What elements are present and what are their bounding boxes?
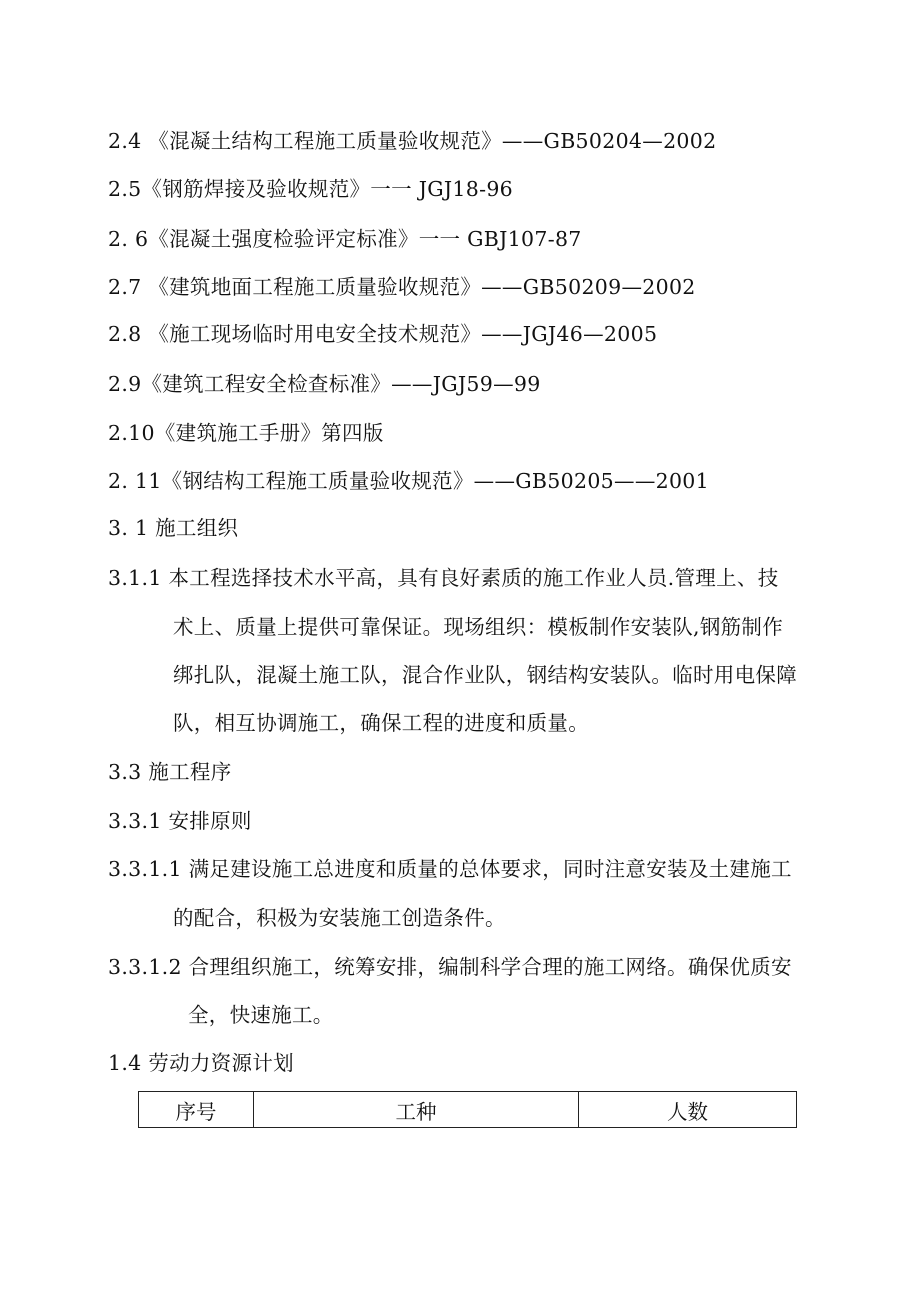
standard-item-2-11: 2. 11《钢结构工程施工质量验收规范》——GB50205——2001 <box>108 469 709 493</box>
paragraph-3-1-1-line-3: 绑扎队，混凝土施工队，混合作业队，钢结构安装队。临时用电保障 <box>173 663 797 687</box>
standard-item-2-6: 2. 6《混凝土强度检验评定标准》一一 GBJ107-87 <box>108 227 582 251</box>
header-headcount: 人数 <box>579 1092 797 1128</box>
paragraph-3-1-1-line-1: 3.1.1 本工程选择技术水平高，具有良好素质的施工作业人员.管理上、技 <box>108 566 779 590</box>
section-heading-3-1: 3. 1 施工组织 <box>108 516 239 540</box>
paragraph-3-1-1-line-4: 队，相互协调施工，确保工程的进度和质量。 <box>173 711 589 735</box>
paragraph-3-3-1-2-line-2: 全，快速施工。 <box>188 1003 334 1027</box>
table-header-row <box>139 1092 797 1128</box>
standard-item-2-8: 2.8 《施工现场临时用电安全技术规范》——JGJ46—2005 <box>108 322 658 346</box>
header-serial-number: 序号 <box>139 1092 254 1128</box>
section-heading-1-4: 1.4 劳动力资源计划 <box>108 1051 294 1075</box>
standard-item-2-4: 2.4 《混凝土结构工程施工质量验收规范》——GB50204—2002 <box>108 129 717 153</box>
standard-item-2-5: 2.5《钢筋焊接及验收规范》一一 JGJ18-96 <box>108 177 514 201</box>
labor-resource-table <box>138 1091 797 1128</box>
section-heading-3-3-1: 3.3.1 安排原则 <box>108 809 252 833</box>
paragraph-3-3-1-2-line-1: 3.3.1.2 合理组织施工，统筹安排，编制科学合理的施工网络。确保优质安 <box>108 955 792 979</box>
paragraph-3-1-1-line-2: 术上、质量上提供可靠保证。现场组织：模板制作安装队,钢筋制作 <box>173 615 784 639</box>
standard-item-2-10: 2.10《建筑施工手册》第四版 <box>108 421 384 445</box>
paragraph-3-3-1-1-line-1: 3.3.1.1 满足建设施工总进度和质量的总体要求，同时注意安装及土建施工 <box>108 857 792 881</box>
section-heading-3-3: 3.3 施工程序 <box>108 760 232 784</box>
header-trade: 工种 <box>254 1092 579 1128</box>
standard-item-2-7: 2.7 《建筑地面工程施工质量验收规范》——GB50209—2002 <box>108 275 696 299</box>
standard-item-2-9: 2.9《建筑工程安全检查标准》——JGJ59—99 <box>108 372 541 396</box>
paragraph-3-3-1-1-line-2: 的配合，积极为安装施工创造条件。 <box>173 906 506 930</box>
